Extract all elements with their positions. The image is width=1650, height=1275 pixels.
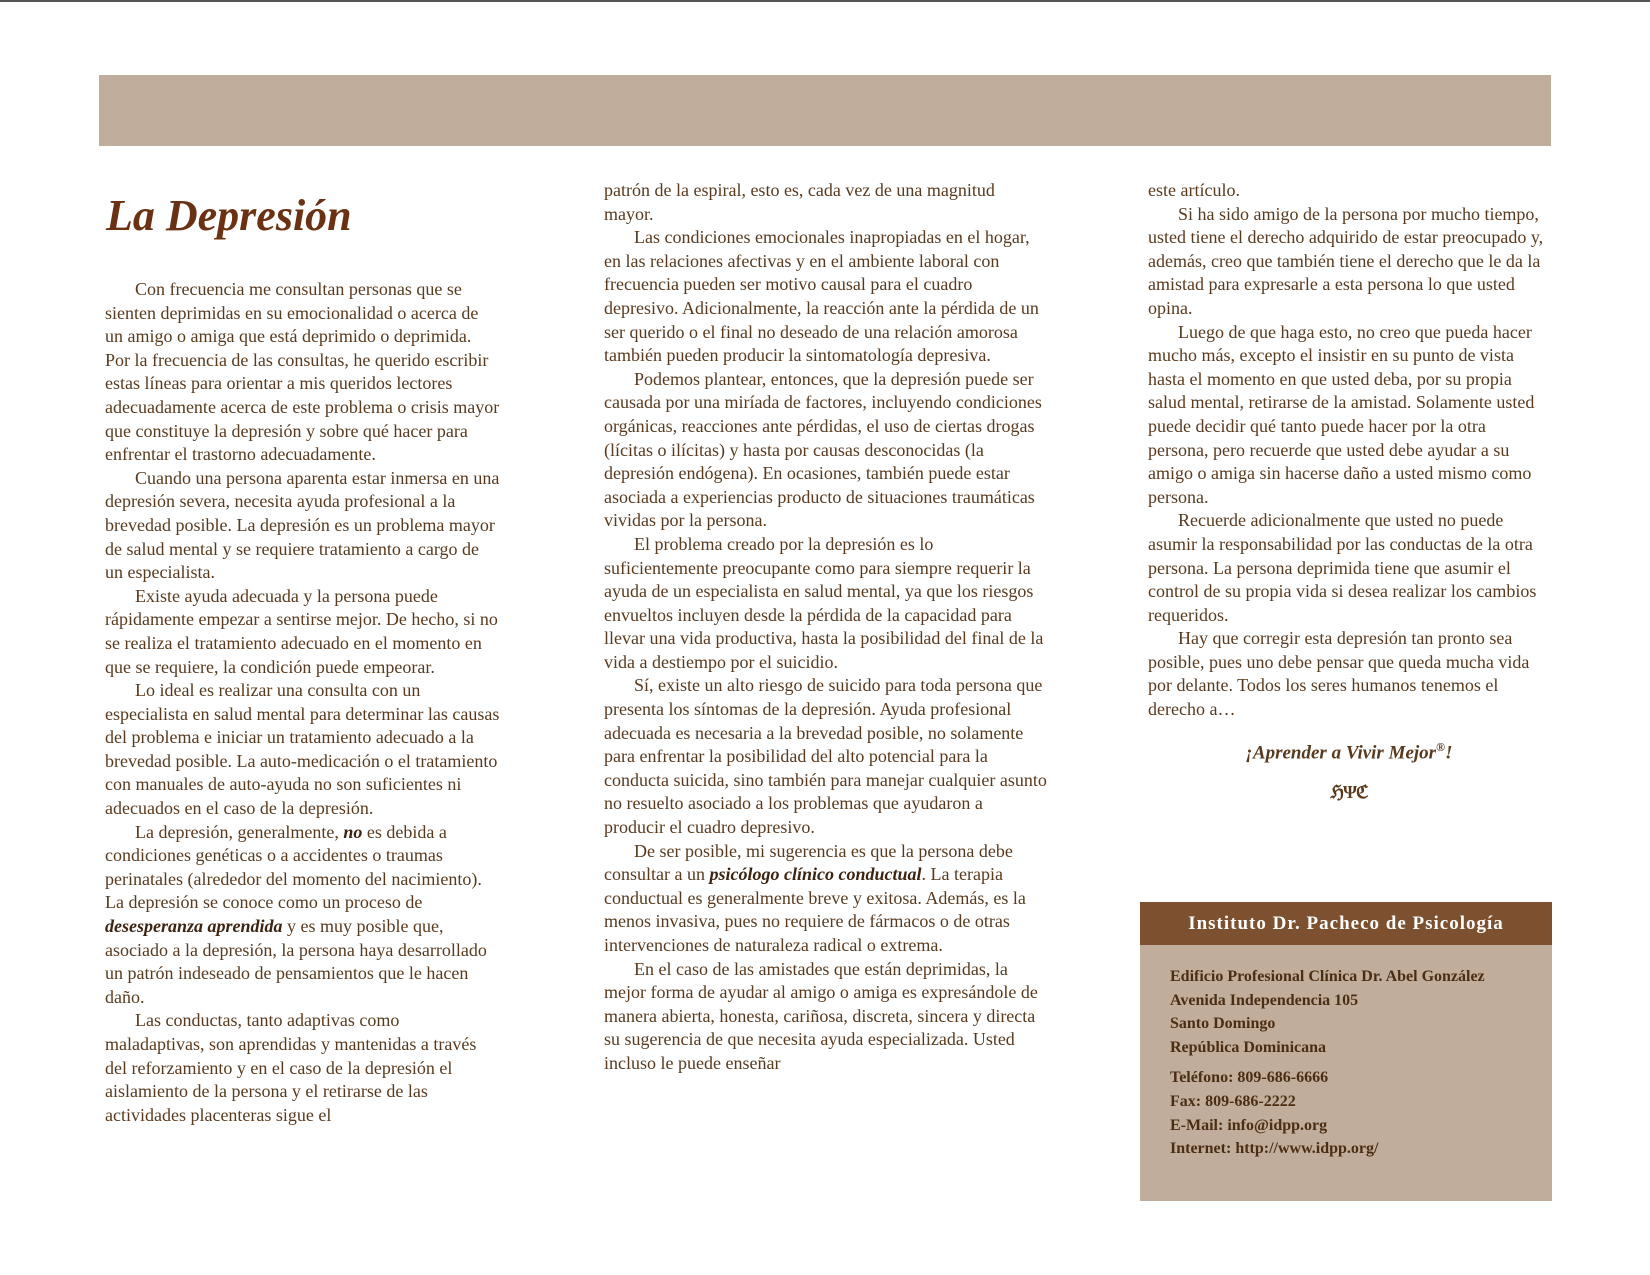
slogan: [1148, 736, 1550, 765]
address-line: Edificio Profesional Clínica Dr. Abel González: [1170, 968, 1485, 985]
address-line: Santo Domingo: [1170, 1015, 1276, 1033]
paragraph: El problema creado por la depresión es lo suficientemente preocupante como para siempre requerir la ayuda de un especialista en salud mental, ya que los riesgos envueltos incluyen desde la pérdida de la capacidad para llevar una vida productiva, hasta la posibilidad del final de la vida a destiempo por el suicidio.: [604, 533, 1044, 672]
text-run: . La terapia conductual es generalmente breve y exitosa. Además, es la menos invasiva, pues no requiere de fármacos o de otras intervenciones de naturaleza radical o extrema.: [604, 864, 1026, 955]
paragraph: Con frecuencia me consultan personas que se sienten deprimidas en su emocionalidad o acerca de un amigo o amiga que está deprimido o deprimida. Por la frecuencia de las consultas, he querido escribir estas líneas para orientar a mis queridos lectores adecuadamente acerca de este problema o crisis mayor que constituye la depresión y sobre qué hacer para enfrentar el trastorno adecuadamente.: [105, 279, 500, 465]
header-banner: [99, 75, 1551, 146]
paragraph: Podemos plantear, entonces, que la depresión puede ser causada por una miríada de factores, incluyendo condiciones orgánicas, reacciones ante pérdidas, el uso de ciertas drogas (lícitas o ilícitas) y hasta por causas desconocidas (la depresión endógena). En ocasiones, también puede estar asociada a experiencias producto de situaciones traumáticas vividas por la persona.: [604, 368, 1042, 531]
paragraph: Lo ideal es realizar una consulta con un especialista en salud mental para determinar las causas del problema e iniciar un tratamiento adecuado a la brevedad posible. La auto-medicación o el tratamiento con manuales de auto-ayuda no son suficientes ni adecuados en el caso de la depresión.: [105, 680, 500, 819]
email-line: E-Mail: info@idpp.org: [1170, 1116, 1328, 1134]
institute-name: Instituto Dr. Pacheco de Psicología: [1140, 902, 1552, 945]
emphasis-text: psicólogo clínico conductual: [709, 864, 922, 885]
address-line: Avenida Independencia 105: [1170, 991, 1359, 1009]
top-rule: [0, 0, 1650, 2]
paragraph: Cuando una persona aparenta estar inmersa en una depresión severa, necesita ayuda profesional a la brevedad posible. La depresión es un problema mayor de salud mental y se requiere tratamiento a cargo de un especialista.: [105, 467, 500, 583]
paragraph: Recuerde adicionalmente que usted no puede asumir la responsabilidad por las conductas de la otra persona. La persona deprimida tiene que asumir el control de su propia vida si desea realizar los cambios requeridos.: [1148, 510, 1537, 625]
emphasis-text: desesperanza aprendida: [105, 916, 283, 937]
fax-line: Fax: 809-686-2222: [1170, 1092, 1296, 1110]
slogan-text: ¡Aprender a Vivir Mejor: [1245, 741, 1437, 763]
paragraph: este artículo.: [1148, 180, 1240, 200]
text-run: es debida a condiciones genéticas o a accidentes o traumas perinatales (alrededor del momento del nacimiento). La depresión se conoce como un proceso de: [105, 821, 482, 913]
paragraph: Si ha sido amigo de la persona por mucho tiempo, usted tiene el derecho adquirido de estar preocupado y, además, creo que también tiene el derecho que le da la amistad para expresarle a esta persona lo que usted opina.: [1148, 203, 1544, 318]
contact-box: [1140, 902, 1552, 1201]
emphasis-text: no: [343, 821, 363, 842]
paragraph: Luego de que haga esto, no creo que pueda hacer mucho más, excepto el insistir en su punto de vista hasta el momento en que usted deba, por su propia salud mental, retirarse de la amistad. Solamente usted puede decidir qué tanto puede hacer por la otra persona, pero recuerde que usted debe ayudar a su amigo o amiga sin hacerse daño a usted mismo como persona.: [1148, 321, 1535, 507]
paragraph: Existe ayuda adecuada y la persona puede rápidamente empezar a sentirse mejor. De hecho, si no se realiza el tratamiento adecuado en el momento en que se requiere, la condición puede empeorar.: [105, 585, 498, 677]
contact-details: [1140, 945, 1552, 1161]
registered-mark: ®: [1436, 739, 1446, 754]
text-run: y es muy posible que, asociado a la depresión, la persona haya desarrollado un patrón indeseado de pensamientos que le hacen daño.: [105, 916, 487, 1007]
paragraph: [105, 821, 500, 1010]
page-title: La Depresión: [106, 191, 352, 240]
paragraph: Las conductas, tanto adaptivas como maladaptivas, son aprendidas y mantenidas a través del reforzamiento y en el caso de la depresión el aislamiento de la persona y el retirarse de las actividades placenteras sigue el: [105, 1010, 477, 1125]
text-run: La depresión, generalmente,: [135, 821, 344, 842]
slogan-end: !: [1445, 741, 1453, 763]
paragraph: En el caso de las amistades que están deprimidas, la mejor forma de ayudar al amigo o amiga es expresándole de manera abierta, honesta, cariñosa, discreta, sincera y directa su sugerencia de que necesita ayuda especializada. Usted incluso le puede enseñar: [604, 958, 1038, 1073]
column-1: [105, 278, 500, 1127]
text-run: De ser posible, mi sugerencia es que la persona debe consultar a un: [604, 840, 1013, 885]
address-line: República Dominicana: [1170, 1038, 1327, 1056]
column-2: [604, 179, 1047, 1076]
paragraph: patrón de la espiral, esto es, cada vez de una magnitud mayor.: [604, 180, 995, 224]
phone-line: Teléfono: 809-686-6666: [1170, 1069, 1329, 1087]
ornament-icon: ℌΨℭ: [1330, 781, 1368, 802]
paragraph: Las condiciones emocionales inapropiadas en el hogar, en las relaciones afectivas y en el ambiente laboral con frecuencia pueden ser motivo causal para el cuadro depresivo. Adicionalmente, la reacción ante la pérdida de un ser querido o el final no deseado de una relación amorosa también pueden producir la sintomatología depresiva.: [604, 227, 1039, 366]
spacer: [1170, 1059, 1552, 1066]
paragraph: [604, 840, 1047, 958]
paragraph: Hay que corregir esta depresión tan pronto sea posible, pues uno debe pensar que queda mucha vida por delante. Todos los seres humanos tenemos el derecho a…: [1148, 628, 1530, 720]
column-3: [1148, 179, 1550, 804]
website-line: Internet: http://www.idpp.org/: [1170, 1140, 1379, 1158]
paragraph: Sí, existe un alto riesgo de suicido para toda persona que presenta los síntomas de la depresión. Ayuda profesional adecuada es necesaria a la brevedad posible, no solamente para enfrentar la posibilidad del alto potencial para la conducta suicida, sino también para manejar cualquier asunto no resuelto asociado a los problemas que ayudaron a producir el cuadro depresivo.: [604, 675, 1047, 838]
